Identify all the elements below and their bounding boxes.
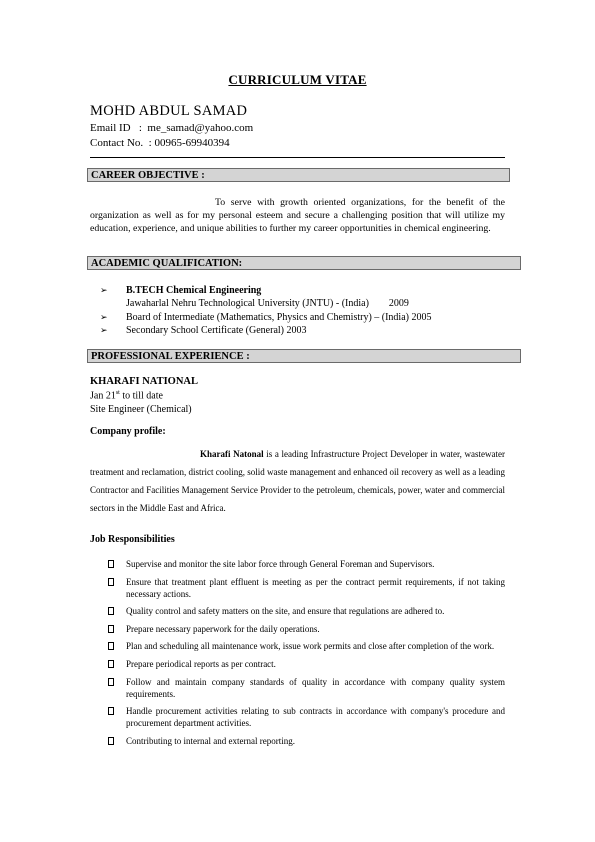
list-item: Prepare periodical reports as per contract. [90, 658, 505, 670]
qualification-intermediate: Board of Intermediate (Mathematics, Physics and Chemistry) – (India) 2005 [126, 312, 432, 323]
list-item: Prepare necessary paperwork for the daily operations. [90, 623, 505, 635]
email-line: Email ID : me_samad@yahoo.com [90, 122, 254, 134]
list-item: Supervise and monitor the site labor force through General Foreman and Supervisors. [90, 558, 505, 570]
checkbox-bullet-icon [108, 737, 114, 745]
list-item: Contributing to internal and external reporting. [90, 735, 505, 747]
employment-period: Jan 21st to till date [90, 390, 163, 402]
objective-text: To serve with growth oriented organizations, for the benefit of the organization as well as for my personal esteem and secure a challenging position that will utilize my education, experience, and unique abilities to further my career opportunities in chemical engineering. [90, 197, 505, 234]
list-item: Plan and scheduling all maintenance work, issue work permits and close after completion of the work. [90, 640, 505, 652]
employer-name: KHARAFI NATIONAL [90, 376, 199, 387]
checkbox-bullet-icon [108, 560, 114, 568]
list-item: Ensure that treatment plant effluent is meeting as per the contract permit requirements, if not taking necessary actions. [90, 576, 505, 600]
header-divider [90, 157, 505, 158]
qualification-item [100, 284, 261, 298]
checkbox-bullet-icon [108, 642, 114, 650]
checkbox-bullet-icon [108, 578, 114, 586]
document-title: CURRICULUM VITAE [228, 72, 367, 87]
job-role: Site Engineer (Chemical) [90, 404, 192, 415]
arrow-bullet-icon: ➢ [100, 286, 108, 296]
company-profile-text: Kharafi Natonal is a leading Infrastructure Project Developer in water, wastewater treatment and reclamation, district cooling, solid waste management and enhanced oil recovery as well as a leading Contractor and Facilities Management Service Provider to the petroleum, chemicals, power, water and commercial sectors in the Middle East and Africa. [90, 449, 505, 513]
section-academic-qualification: ACADEMIC QUALIFICATION: [87, 256, 521, 270]
section-professional-experience: PROFESSIONAL EXPERIENCE : [87, 349, 521, 363]
phone-line: Contact No. : 00965-69940394 [90, 137, 230, 149]
qualification-degree-detail: Jawaharlal Nehru Technological University (JNTU) - (India) 2009 [126, 298, 409, 309]
qualification-secondary: Secondary School Certificate (General) 2003 [126, 325, 307, 336]
checkbox-bullet-icon [108, 707, 114, 715]
section-career-objective: CAREER OBJECTIVE : [87, 168, 510, 182]
candidate-name: MOHD ABDUL SAMAD [90, 103, 248, 119]
qualification-item [100, 311, 431, 325]
checkbox-bullet-icon [108, 607, 114, 615]
job-responsibilities-heading: Job Responsibilities [90, 534, 175, 545]
arrow-bullet-icon: ➢ [100, 326, 108, 336]
checkbox-bullet-icon [108, 660, 114, 668]
checkbox-bullet-icon [108, 678, 114, 686]
list-item: Follow and maintain company standards of quality in accordance with company quality system requirements. [90, 676, 505, 700]
company-profile-heading: Company profile: [90, 426, 166, 437]
arrow-bullet-icon: ➢ [100, 313, 108, 323]
qualification-degree: B.TECH Chemical Engineering [126, 285, 262, 296]
responsibilities-list [90, 558, 505, 752]
list-item: Quality control and safety matters on the site, and ensure that regulations are adhered to. [90, 605, 505, 617]
list-item: Handle procurement activities relating to sub contracts in accordance with company's procedure and procurement department activities. [90, 705, 505, 729]
qualification-item [100, 324, 307, 338]
checkbox-bullet-icon [108, 625, 114, 633]
